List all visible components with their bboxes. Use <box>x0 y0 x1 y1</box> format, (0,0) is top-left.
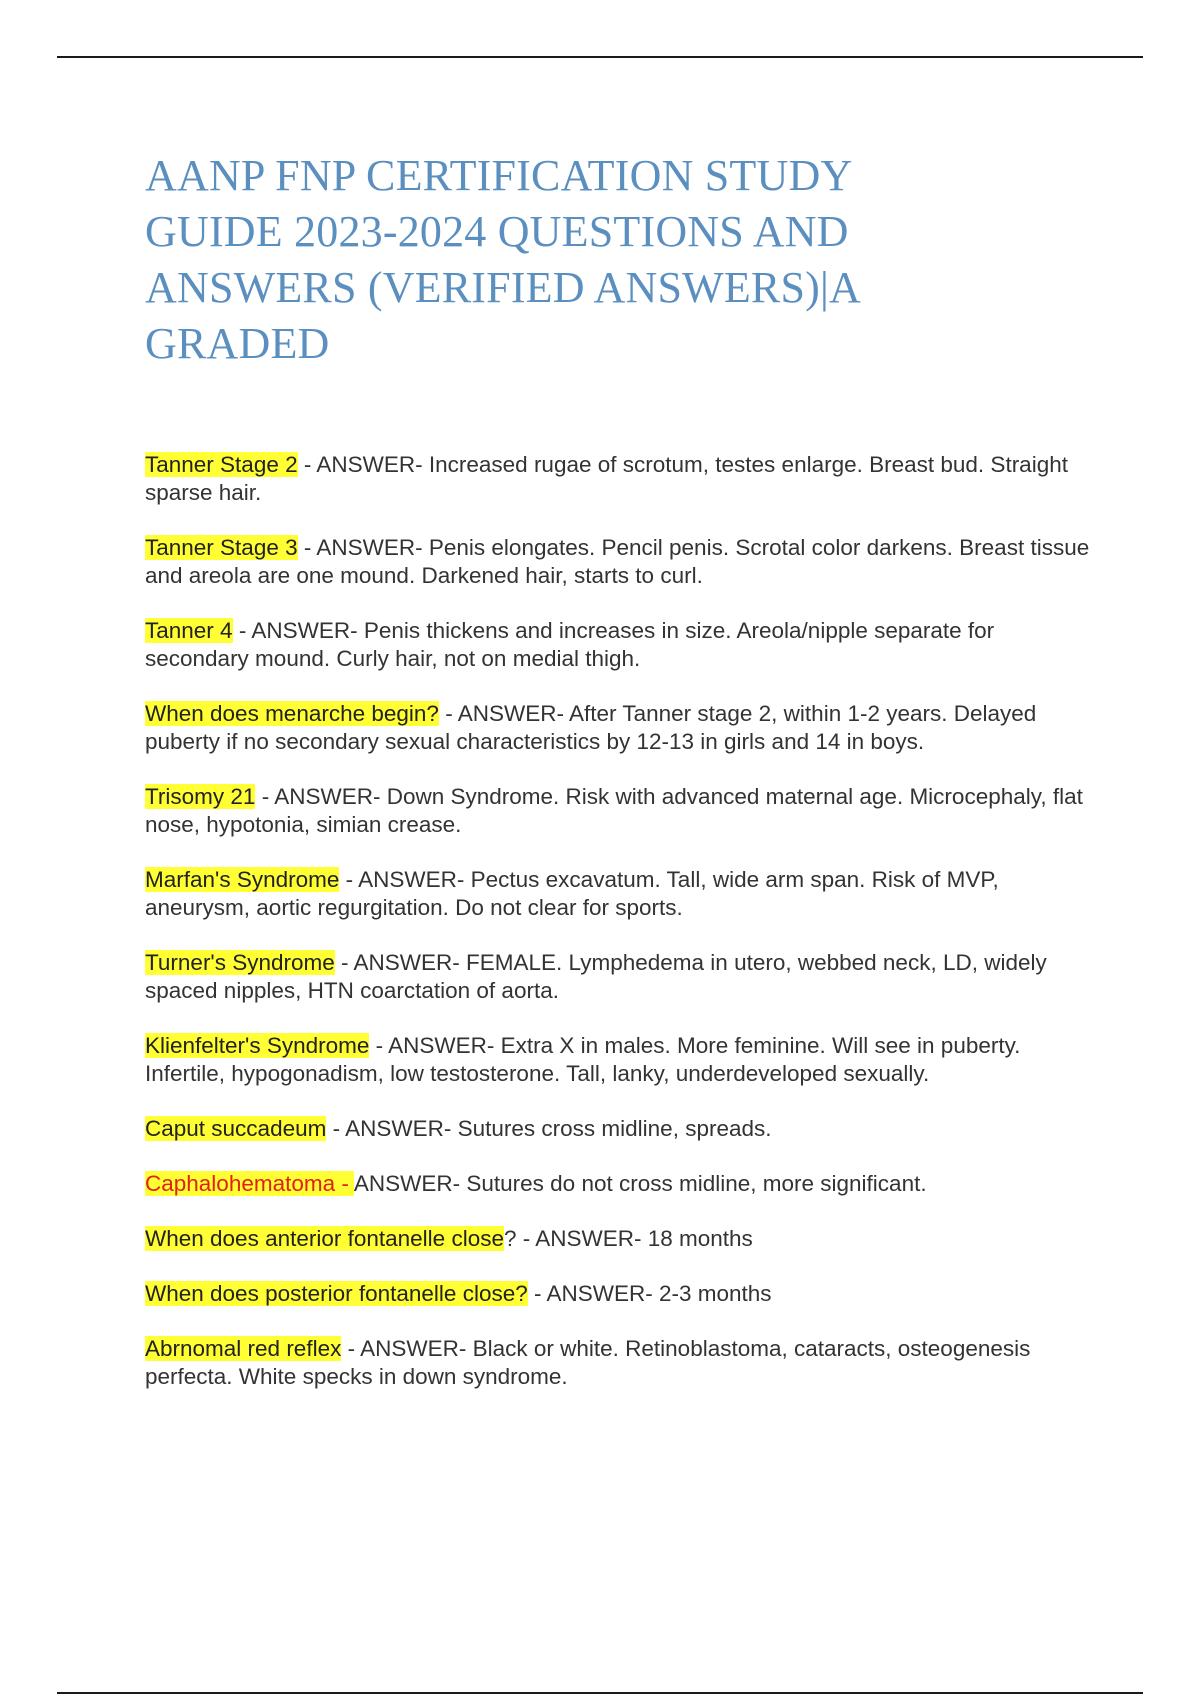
qa-term: When does menarche begin? <box>145 701 439 726</box>
qa-item <box>145 1225 1095 1253</box>
qa-item <box>145 700 1095 756</box>
qa-list <box>145 451 1095 1418</box>
qa-term: Trisomy 21 <box>145 784 256 809</box>
qa-item <box>145 1115 1095 1143</box>
qa-item <box>145 949 1095 1005</box>
qa-answer: - ANSWER- Penis thickens and increases in size. Areola/nipple separate for secondary mound. Curly hair, not on medial thigh. <box>145 618 995 671</box>
qa-answer: ? - ANSWER- 18 months <box>503 1226 753 1251</box>
qa-answer: - ANSWER- Penis elongates. Pencil penis. Scrotal color darkens. Breast tissue and areola are one mound. Darkened hair, starts to curl. <box>145 535 1090 588</box>
qa-term: Tanner Stage 2 <box>145 452 298 477</box>
footer-rule <box>57 1692 1143 1694</box>
qa-term: Abrnomal red reflex <box>145 1336 342 1361</box>
document-title: AANP FNP CERTIFICATION STUDY GUIDE 2023-2024 QUESTIONS AND ANSWERS (VERIFIED ANSWERS)|A GRADED <box>145 151 859 368</box>
qa-answer: - ANSWER- After Tanner stage 2, within 1-2 years. Delayed puberty if no secondary sexual characteristics by 12-13 in girls and 14 in boys. <box>145 701 1037 754</box>
qa-item <box>145 1170 1095 1198</box>
qa-term: Klienfelter's Syndrome <box>145 1033 370 1058</box>
qa-item <box>145 1335 1095 1391</box>
qa-answer: ANSWER- Sutures do not cross midline, more significant. <box>353 1171 927 1196</box>
qa-term: Caphalohematoma - <box>145 1171 354 1196</box>
qa-term: Tanner Stage 3 <box>145 535 298 560</box>
qa-answer: - ANSWER- Black or white. Retinoblastoma, cataracts, osteogenesis perfecta. White specks in down syndrome. <box>145 1336 1031 1389</box>
header-rule <box>57 56 1143 58</box>
qa-term: When does posterior fontanelle close? <box>145 1281 528 1306</box>
qa-item <box>145 866 1095 922</box>
qa-answer: - ANSWER- Extra X in males. More feminine. Will see in puberty. Infertile, hypogonadism, low testosterone. Tall, lanky, underdeveloped sexually. <box>145 1033 1021 1086</box>
qa-term: Marfan's Syndrome <box>145 867 340 892</box>
qa-answer: - ANSWER- FEMALE. Lymphedema in utero, webbed neck, LD, widely spaced nipples, HTN coarctation of aorta. <box>145 950 1047 1003</box>
qa-item <box>145 534 1095 590</box>
qa-item <box>145 1280 1095 1308</box>
qa-item <box>145 617 1095 673</box>
qa-answer: - ANSWER- Sutures cross midline, spreads. <box>326 1116 772 1141</box>
qa-item <box>145 1032 1095 1088</box>
qa-answer: - ANSWER- Increased rugae of scrotum, testes enlarge. Breast bud. Straight sparse hair. <box>145 452 1068 505</box>
qa-answer: - ANSWER- 2-3 months <box>527 1281 772 1306</box>
qa-term: Caput succadeum <box>145 1116 327 1141</box>
qa-term: Tanner 4 <box>145 618 233 643</box>
qa-item <box>145 451 1095 507</box>
qa-term: Turner's Syndrome <box>145 950 335 975</box>
qa-item <box>145 783 1095 839</box>
qa-answer: - ANSWER- Pectus excavatum. Tall, wide arm span. Risk of MVP, aneurysm, aortic regurgitation. Do not clear for sports. <box>145 867 999 920</box>
qa-term: When does anterior fontanelle close <box>145 1226 504 1251</box>
qa-answer: - ANSWER- Down Syndrome. Risk with advanced maternal age. Microcephaly, flat nose, hypotonia, simian crease. <box>145 784 1083 837</box>
